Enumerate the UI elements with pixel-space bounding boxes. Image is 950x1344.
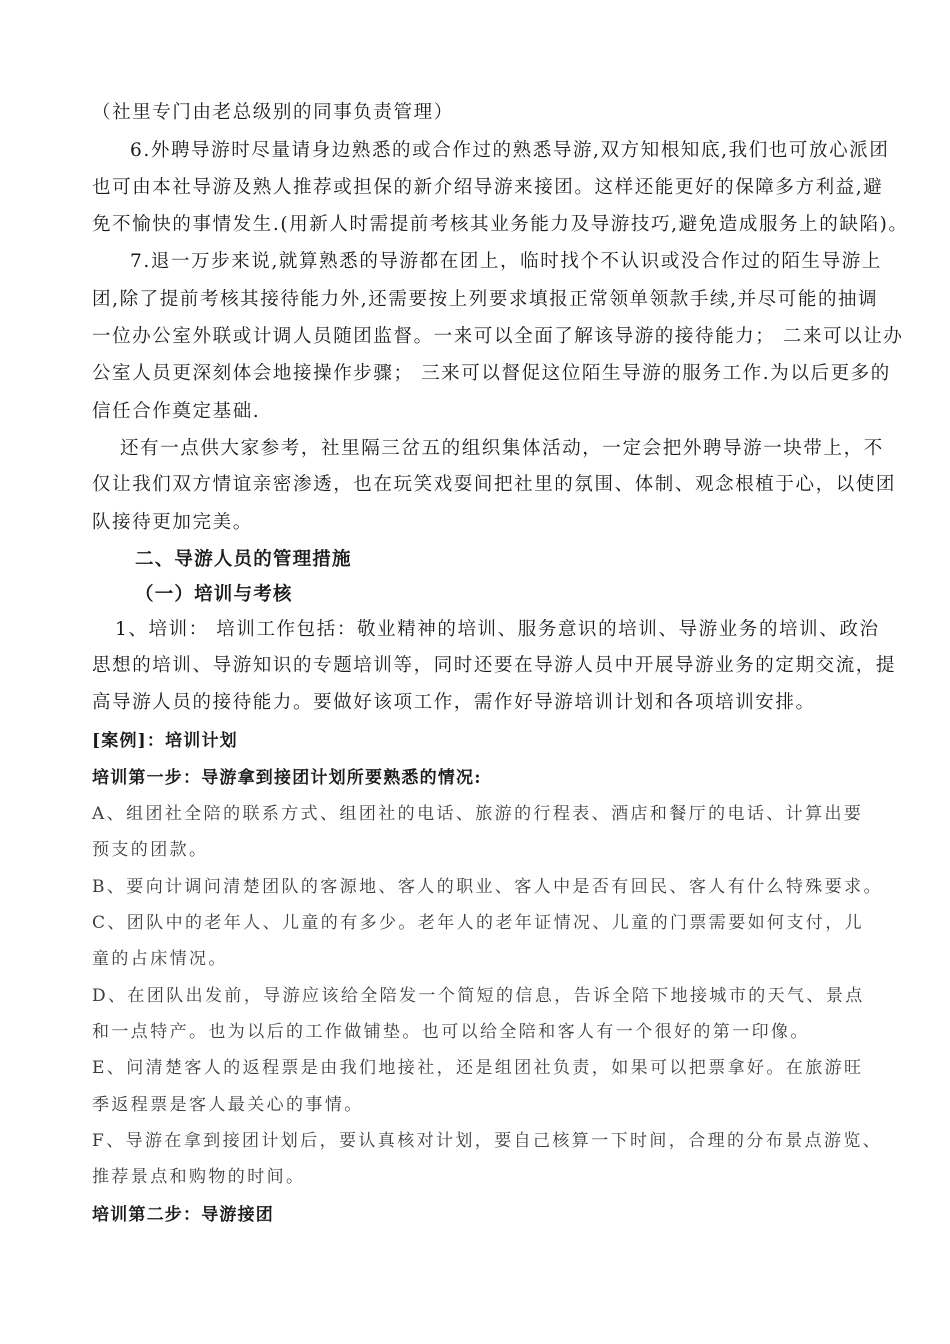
text-line: 思想的培训、导游知识的专题培训等，同时还要在导游人员中开展导游业务的定期交流，提 bbox=[92, 655, 897, 676]
text-line: 7.退一万步来说,就算熟悉的导游都在团上，临时找个不认识或没合作过的陌生导游上 bbox=[130, 251, 882, 272]
list-item: 童的占床情况。 bbox=[92, 949, 228, 969]
text-line: 队接待更加完美。 bbox=[92, 512, 253, 533]
list-item: 和一点特产。也为以后的工作做铺垫。也可以给全陪和客人有一个很好的第一印像。 bbox=[92, 1022, 810, 1042]
text-line: 一位办公室外联或计调人员随团监督。一来可以全面了解该导游的接待能力； 二来可以让办 bbox=[92, 326, 904, 347]
list-item: F、导游在拿到接团计划后，要认真核对计划，要自己核算一下时间，合理的分布景点游览、 bbox=[92, 1131, 883, 1151]
text-line: 仅让我们双方情谊亲密渗透，也在玩笑戏耍间把社里的氛围、体制、观念根植于心，以使团 bbox=[92, 474, 897, 495]
text-line: 公室人员更深刻体会地接操作步骤； 三来可以督促这位陌生导游的服务工作.为以后更多的 bbox=[92, 363, 891, 384]
list-item: E、问清楚客人的返程票是由我们地接社，还是组团社负责，如果可以把票拿好。在旅游旺 bbox=[92, 1058, 864, 1078]
list-item: C、团队中的老年人、儿童的有多少。老年人的老年证情况、儿童的门票需要如何支付，儿 bbox=[92, 913, 865, 933]
text-line: （社里专门由老总级别的同事负责管理） bbox=[92, 102, 454, 123]
list-item: 推荐景点和购物的时间。 bbox=[92, 1167, 306, 1187]
text-line: 免不愉快的事情发生.(用新人时需提前考核其业务能力及导游技巧,避免造成服务上的缺陷)。 bbox=[92, 214, 909, 235]
text-line: 高导游人员的接待能力。要做好该项工作，需作好导游培训计划和各项培训安排。 bbox=[92, 692, 816, 713]
list-item: B、要向计调问清楚团队的客源地、客人的职业、客人中是否有回民、客人有什么特殊要求。 bbox=[92, 877, 883, 897]
case-label: [案例]：培训计划 bbox=[92, 731, 238, 751]
text-line: 6.外聘导游时尽量请身边熟悉的或合作过的熟悉导游,双方知根知底,我们也可放心派团 bbox=[130, 140, 890, 161]
subsection-heading: （一）培训与考核 bbox=[135, 584, 293, 605]
list-item: 预支的团款。 bbox=[92, 840, 209, 860]
step-heading: 培训第一步：导游拿到接团计划所要熟悉的情况: bbox=[92, 768, 482, 788]
list-item: 季返程票是客人最关心的事情。 bbox=[92, 1095, 364, 1115]
section-heading: 二、导游人员的管理措施 bbox=[135, 549, 352, 570]
list-item: D、在团队出发前，导游应该给全陪发一个简短的信息，告诉全陪下地接城市的天气、景点 bbox=[92, 986, 865, 1006]
text-line: 1、培训： 培训工作包括：敬业精神的培训、服务意识的培训、导游业务的培训、政治 bbox=[115, 619, 880, 640]
text-line: 信任合作奠定基础. bbox=[92, 401, 261, 422]
step-heading: 培训第二步：导游接团 bbox=[92, 1205, 274, 1225]
text-line: 团,除了提前考核其接待能力外,还需要按上列要求填报正常领单领款手续,并尽可能的抽调 bbox=[92, 289, 879, 310]
text-line: 还有一点供大家参考，社里隔三岔五的组织集体活动，一定会把外聘导游一块带上，不 bbox=[120, 438, 884, 459]
text-line: 也可由本社导游及熟人推荐或担保的新介绍导游来接团。这样还能更好的保障多方利益,避 bbox=[92, 177, 884, 198]
list-item: A、组团社全陪的联系方式、组团社的电话、旅游的行程表、酒店和餐厅的电话、计算出要 bbox=[92, 804, 864, 824]
